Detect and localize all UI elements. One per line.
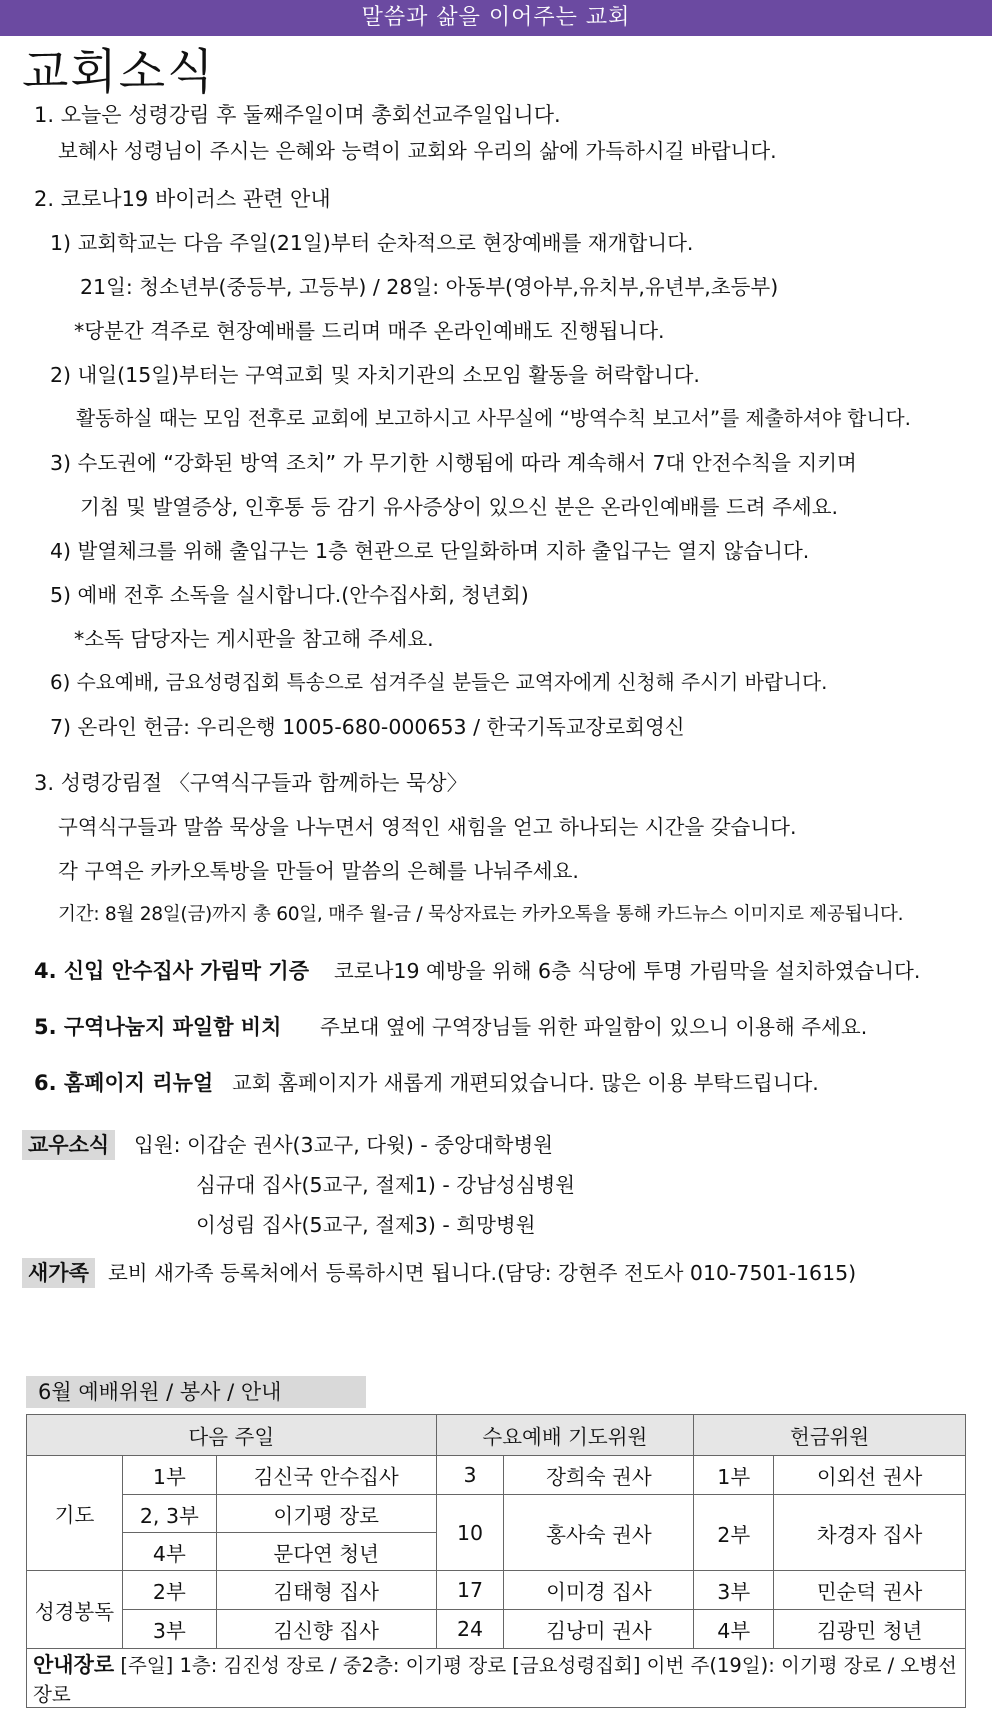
- off-service-cell: 3부: [694, 1571, 774, 1610]
- wed-day-cell: 10: [436, 1495, 504, 1571]
- notice-2-line-8: 4) 발열체크를 위해 출입구는 1층 현관으로 단일화하며 지하 출입구는 열지 않습니다.: [50, 539, 810, 563]
- notice-2-line-1: 1) 교회학교는 다음 주일(21일)부터 순차적으로 현장예배를 재개합니다.: [50, 231, 694, 255]
- schedule-title: 6월 예배위원 / 봉사 / 안내: [26, 1376, 366, 1408]
- off-service-cell: 4부: [694, 1610, 774, 1649]
- notice-2-line-6: 3) 수도권에 “강화된 방역 조치” 가 무기한 시행됨에 따라 계속해서 7대 안전수칙을 지키며: [50, 451, 857, 475]
- notice-2-line-2: 21일: 청소년부(중등부, 고등부) / 28일: 아동부(영아부,유치부,유년부,초등부): [80, 275, 779, 299]
- header-wednesday-prayer: 수요예배 기도위원: [436, 1415, 694, 1456]
- usher-text: [주일] 1층: 김진성 장로 / 중2층: 이기평 장로 [금요성령집회] 이번 주(19일): 이기평 장로 / 오병선 장로: [33, 1654, 957, 1706]
- wed-name-cell: 장희숙 권사: [504, 1456, 694, 1495]
- notice-2-line-4: 2) 내일(15일)부터는 구역교회 및 자치기관의 소모임 활동을 허락합니다.: [50, 363, 700, 387]
- wed-day-cell: 3: [436, 1456, 504, 1495]
- notice-2-line-11: 6) 수요예배, 금요성령집회 특송으로 섬겨주실 분들은 교역자에게 신청해 주시기 바랍니다.: [50, 671, 828, 694]
- members-line-3: 이성림 집사(5교구, 절제3) - 희망병원: [196, 1213, 536, 1237]
- notice-2-line-5: 활동하실 때는 모임 전후로 교회에 보고하시고 사무실에 “방역수칙 보고서”를 제출하셔야 합니다.: [76, 407, 911, 430]
- service-cell: 2, 3부: [122, 1495, 216, 1533]
- off-service-cell: 2부: [694, 1495, 774, 1571]
- off-name-cell: 민순덕 권사: [774, 1571, 966, 1610]
- notice-2-line-12: 7) 온라인 헌금: 우리은행 1005-680-000653 / 한국기독교장로회영신: [50, 715, 685, 739]
- name-cell: 문다연 청년: [216, 1533, 436, 1571]
- notice-1-title: 1. 오늘은 성령강림 후 둘째주일이며 총회선교주일입니다.: [34, 103, 561, 127]
- notice-5-title: 5. 구역나눔지 파일함 비치: [34, 1015, 282, 1039]
- name-cell: 김태형 집사: [216, 1571, 436, 1610]
- service-cell: 1부: [122, 1456, 216, 1495]
- wed-day-cell: 24: [436, 1610, 504, 1649]
- notice-6-body: 교회 홈페이지가 새롭게 개편되었습니다. 많은 이용 부탁드립니다.: [232, 1071, 819, 1095]
- off-name-cell: 차경자 집사: [774, 1495, 966, 1571]
- service-cell: 2부: [122, 1571, 216, 1610]
- notice-1-body: 보혜사 성령님이 주시는 은혜와 능력이 교회와 우리의 삶에 가득하시길 바랍니다.: [58, 139, 777, 163]
- notice-2-line-10: *소독 담당자는 게시판을 참고해 주세요.: [74, 627, 434, 651]
- notice-2-line-7: 기침 및 발열증상, 인후통 등 감기 유사증상이 있으신 분은 온라인예배를 드려 주세요.: [80, 495, 839, 519]
- wed-name-cell: 홍사숙 권사: [504, 1495, 694, 1571]
- notice-3-line-1: 구역식구들과 말씀 묵상을 나누면서 영적인 새힘을 얻고 하나되는 시간을 갖습니다.: [58, 815, 797, 839]
- wed-name-cell: 이미경 집사: [504, 1571, 694, 1610]
- off-name-cell: 김광민 청년: [774, 1610, 966, 1649]
- members-line-1: 입원: 이갑순 권사(3교구, 다윗) - 중앙대학병원: [134, 1133, 554, 1157]
- header-banner: 말씀과 삶을 이어주는 교회: [0, 0, 992, 36]
- schedule-table: [26, 1414, 966, 1708]
- prayer-label: 기도: [27, 1456, 123, 1571]
- off-name-cell: 이외선 권사: [774, 1456, 966, 1495]
- notice-4-title: 4. 신입 안수집사 가림막 기증: [34, 959, 309, 983]
- service-cell: 3부: [122, 1610, 216, 1649]
- notice-2-title: 2. 코로나19 바이러스 관련 안내: [34, 187, 331, 211]
- newfamily-label: 새가족: [22, 1258, 95, 1288]
- notice-2-line-3: *당분간 격주로 현장예배를 드리며 매주 온라인예배도 진행됩니다.: [74, 319, 665, 343]
- notice-5-body: 주보대 옆에 구역장님들 위한 파일함이 있으니 이용해 주세요.: [320, 1015, 868, 1039]
- usher-label: 안내장로: [33, 1653, 115, 1677]
- notice-3-title: 3. 성령강림절 〈구역식구들과 함께하는 묵상〉: [34, 771, 468, 795]
- header-next-sunday: 다음 주일: [27, 1415, 437, 1456]
- notice-2-line-9: 5) 예배 전후 소독을 실시합니다.(안수집사회, 청년회): [50, 583, 529, 607]
- notice-3-line-3: 기간: 8월 28일(금)까지 총 60일, 매주 월-금 / 묵상자료는 카카오톡을 통해 카드뉴스 이미지로 제공됩니다.: [58, 904, 904, 925]
- members-line-2: 심규대 집사(5교구, 절제1) - 강남성심병원: [196, 1173, 576, 1197]
- name-cell: 김신향 집사: [216, 1610, 436, 1649]
- wed-day-cell: 17: [436, 1571, 504, 1610]
- usher-row: [27, 1649, 966, 1708]
- header-offering: 헌금위원: [694, 1415, 966, 1456]
- notice-3-line-2: 각 구역은 카카오톡방을 만들어 말씀의 은혜를 나눠주세요.: [58, 859, 579, 883]
- scripture-label: 성경봉독: [27, 1571, 123, 1649]
- name-cell: 이기평 장로: [216, 1495, 436, 1533]
- notice-4-body: 코로나19 예방을 위해 6층 식당에 투명 가림막을 설치하였습니다.: [334, 959, 921, 983]
- off-service-cell: 1부: [694, 1456, 774, 1495]
- members-label: 교우소식: [22, 1130, 115, 1160]
- newfamily-text: 로비 새가족 등록처에서 등록하시면 됩니다.(담당: 강현주 전도사 010-7501-1615): [108, 1261, 857, 1285]
- notice-6-title: 6. 홈페이지 리뉴얼: [34, 1071, 214, 1095]
- service-cell: 4부: [122, 1533, 216, 1571]
- page-title: 교회소식: [22, 44, 216, 100]
- name-cell: 김신국 안수집사: [216, 1456, 436, 1495]
- wed-name-cell: 김낭미 권사: [504, 1610, 694, 1649]
